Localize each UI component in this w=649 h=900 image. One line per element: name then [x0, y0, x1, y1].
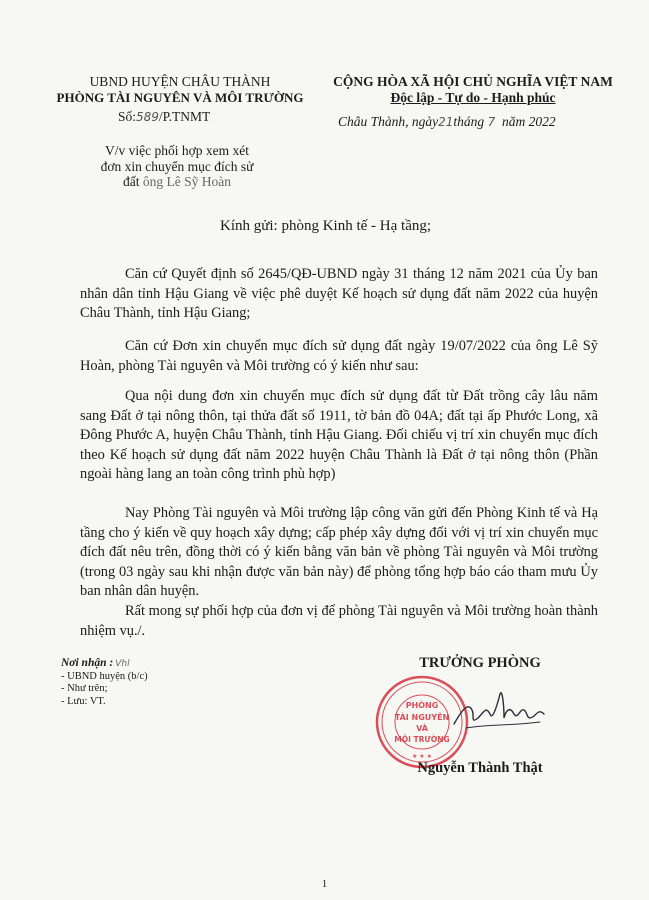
signer-name: Nguyễn Thành Thật [417, 760, 543, 776]
recipient-item: - Như trên; [61, 683, 108, 694]
handwritten-signature [448, 680, 548, 740]
ref-number: 589 [136, 110, 159, 124]
paragraph-legal-basis-2: Căn cứ Đơn xin chuyển mục đích sử dụng đất ngày 19/07/2022 của ông Lê Sỹ Hoàn, phòng Tài nguyên và Môi trường có ý kiến như sau: [80, 338, 598, 374]
paragraph-request: Nay Phòng Tài nguyên và Môi trường lập công văn gửi đến Phòng Kinh tế và Hạ tầng cho ý kiến về quy hoạch xây dựng; cấp phép xây dựng đối với vị trí xin chuyển mục đích đất nêu trên, đồng thời có ý kiến bằng văn bản về phòng Tài nguyên và Môi trường (trong 03 ngày sau khi nhận được văn bản này) để phòng tổng hợp báo cáo tham mưu Ủy ban nhân dân huyện. [80, 505, 598, 599]
svg-text:MÔI TRƯỜNG: MÔI TRƯỜNG [394, 735, 450, 744]
document-subject [62, 143, 292, 190]
svg-text:★ ★ ★: ★ ★ ★ [412, 753, 432, 760]
place-date [338, 114, 556, 130]
subject-line-3-prefix: đất [123, 174, 140, 189]
page-number: 1 [321, 878, 328, 890]
recipient-item: - Lưu: VT. [61, 695, 106, 707]
national-motto: Độc lập - Tự do - Hạnh phúc [390, 90, 556, 105]
handwritten-initials: Vhl [115, 659, 130, 669]
svg-text:TÀI NGUYÊN: TÀI NGUYÊN [394, 713, 450, 722]
recipients-block [61, 657, 148, 708]
ref-suffix: /P.TNMT [158, 109, 211, 124]
greeting: Kính gửi: phòng Kinh tế - Hạ tầng; [220, 218, 432, 234]
issuing-authority [55, 74, 305, 106]
subject-line-1: V/v việc phối hợp xem xét [105, 143, 249, 158]
date-day: 21 [438, 115, 454, 129]
authority-line-1: UBND HUYỆN CHÂU THÀNH [89, 74, 271, 89]
authority-line-2: PHÒNG TÀI NGUYÊN VÀ MÔI TRƯỜNG [56, 90, 304, 105]
paragraph-closing: Rất mong sự phối hợp của đơn vị để phòng Tài nguyên và Môi trường hoàn thành nhiệm vụ./. [80, 603, 598, 639]
national-header [318, 74, 628, 106]
month-label: tháng [453, 114, 485, 129]
recipient-item: - UBND huyện (b/c) [61, 670, 148, 682]
subject-line-2: đơn xin chuyển mục đích sử [100, 158, 254, 174]
subject-applicant-name: ông Lê Sỹ Hoàn [142, 174, 231, 189]
date-year: năm 2022 [501, 114, 556, 129]
signer-title: TRƯỞNG PHÒNG [419, 655, 541, 671]
nation-name: CỘNG HÒA XÃ HỘI CHỦ NGHĨA VIỆT NAM [333, 74, 613, 89]
ref-prefix: Số: [118, 109, 137, 124]
subject-line-3 [62, 174, 292, 190]
svg-text:PHÒNG: PHÒNG [405, 701, 439, 710]
date-month: 7 [487, 115, 496, 129]
paragraph-legal-basis-1: Căn cứ Quyết định số 2645/QĐ-UBND ngày 31 tháng 12 năm 2021 của Ủy ban nhân dân tỉnh Hậu Giang về việc phê duyệt Kế hoạch sử dụng đất năm 2022 của huyện Châu Thành, tỉnh Hậu Giang; [80, 266, 598, 321]
place-label: Châu Thành, ngày [338, 114, 439, 129]
paragraph-assessment: Qua nội dung đơn xin chuyển mục đích sử dụng đất từ Đất trồng cây lâu năm sang Đất ở tại nông thôn, tại thửa đất số 1911, tờ bản đồ 04A; đất tại ấp Phước Long, xã Đông Phước A, huyện Châu Thành, tỉnh Hậu Giang. Đối chiếu vị trí xin chuyển mục đích theo Kế hoạch sử dụng đất năm 2022 huyện Châu Thành là Đất ở tại nông thôn (Phần ngoài hàng lang an toàn công trình phù hợp) [80, 388, 598, 482]
recipients-title: Nơi nhận : [61, 657, 114, 669]
svg-text:VÀ: VÀ [416, 724, 428, 733]
document-reference [118, 109, 210, 125]
